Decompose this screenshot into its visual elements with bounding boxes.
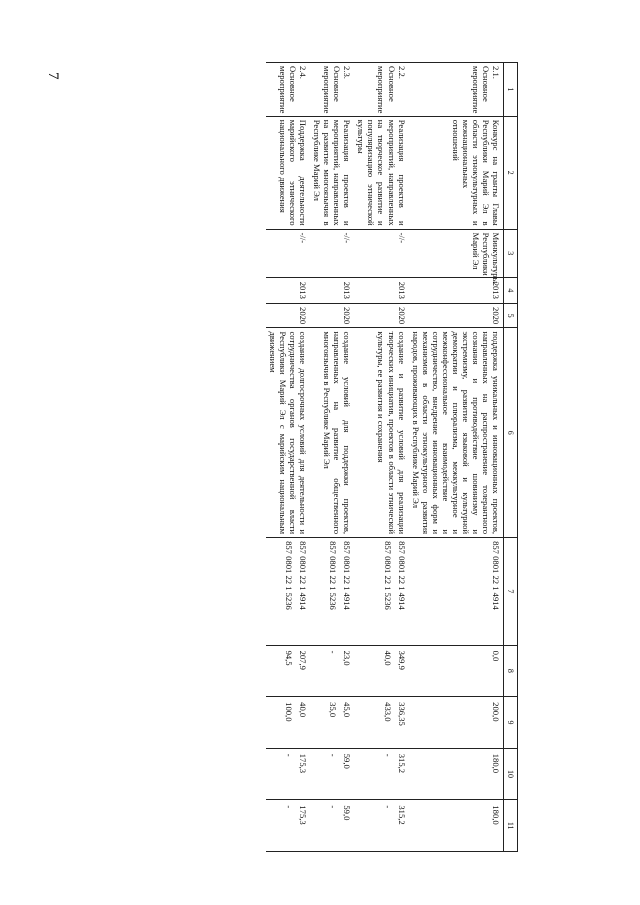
end-year-cell: 2020: [409, 303, 504, 328]
activity-number-cell: 2.4. Основное мероприятие: [266, 63, 310, 117]
start-year-cell: 2013: [354, 277, 408, 303]
column-header-10: 10: [504, 748, 518, 800]
executor-cell: Минкультуры Республики Марий Эл: [409, 229, 504, 277]
column-header-9: 9: [504, 697, 518, 749]
amount-col-9-value: 40,0: [298, 702, 309, 718]
program-table: [266, 62, 518, 852]
column-header-8: 8: [504, 645, 518, 697]
amount-col-10-value: 175,3: [298, 753, 309, 774]
budget-code-value: 857 0801 22 1 4914: [342, 541, 353, 610]
amount-col-8-cell: [266, 645, 310, 697]
amount-col-11-value: -: [284, 805, 295, 809]
amount-col-8-cell: [354, 645, 408, 697]
budget-code-cell: [409, 538, 504, 645]
amount-col-8-cell: [409, 645, 504, 697]
column-header-11: 11: [504, 800, 518, 852]
amount-col-10-value: -: [382, 753, 393, 757]
amount-col-9-cell: [310, 697, 354, 749]
end-year-cell: 2020: [310, 303, 354, 328]
budget-code-value: 857 0801 22 1 4914: [298, 541, 309, 610]
amount-col-8-value: 207,9: [298, 650, 309, 670]
start-year-cell: 2013: [409, 277, 504, 303]
amount-col-9-value: 100,0: [284, 702, 295, 722]
budget-code-value: 857 0801 22 1 5236: [284, 541, 295, 610]
expected-result-cell: создание условий для поддержки проектов, направленных на развитие общественного многоязычия в Республике Марий Эл: [310, 328, 354, 538]
executor-cell: -//-: [266, 229, 310, 277]
table-row: [266, 63, 310, 852]
amount-col-8-value: 94,5: [284, 650, 295, 666]
activity-name-cell: Конкурс на гранты Главы Республики Марий Эл в области этнокультурных и межнациональных отношений: [409, 116, 504, 229]
rotated-table-container: [118, 62, 518, 852]
table-row: [409, 63, 504, 852]
amount-col-9-cell: [266, 697, 310, 749]
amount-col-10-value: -: [284, 753, 295, 757]
amount-col-10-value: -: [328, 753, 339, 757]
amount-col-8-value: 23,0: [342, 650, 353, 666]
amount-col-9-value: 336,35: [396, 702, 407, 726]
amount-col-10-cell: [354, 748, 408, 800]
amount-col-11-value: -: [382, 805, 393, 809]
column-header-6: 6: [504, 328, 518, 538]
amount-col-10-cell: [310, 748, 354, 800]
end-year-cell: 2020: [354, 303, 408, 328]
budget-code-value: 857 0801 22 1 5236: [382, 541, 393, 610]
amount-col-10-value: 315,2: [396, 753, 407, 774]
amount-col-11-cell: [409, 800, 504, 852]
table-row: [354, 63, 408, 852]
column-header-1: 1: [504, 63, 518, 117]
expected-result-cell: создание и развитие условий для реализации творческих инициатив, проектов в области этнической культуры, ее развития и сохранения: [354, 328, 408, 538]
table-header: [504, 63, 518, 852]
column-header-3: 3: [504, 229, 518, 277]
end-year-cell: 2020: [266, 303, 310, 328]
amount-col-10-cell: [266, 748, 310, 800]
activity-name-cell: Поддержка деятельности марийского этнического национального движения: [266, 116, 310, 229]
activity-number-cell: 2.1. Основное мероприятие: [409, 63, 504, 117]
amount-col-9-value: 35,0: [328, 702, 339, 718]
budget-code-value: 857 0801 22 1 4914: [396, 541, 407, 610]
activity-number-cell: 2.3. Основное мероприятие: [310, 63, 354, 117]
amount-col-9-value: 433,0: [382, 702, 393, 722]
table-body: [266, 63, 504, 852]
column-header-2: 2: [504, 116, 518, 229]
amount-col-8-value: 0,0: [491, 650, 501, 662]
expected-result-cell: поддержка уникальных и инновационных проектов, направленных на распространение толерантного сознания и противодействие шовинизму и экстремизму, развитие языковой и культурной демократии и плюрализма, межкультурное и межконфессиональное взаимодействие и сотрудничество, внедрение инновационных форм и механизмов в области этнокультурного развития народов, проживающих в Республике Марий Эл: [409, 328, 504, 538]
budget-code-cell: [354, 538, 408, 645]
amount-col-11-cell: [310, 800, 354, 852]
amount-col-8-cell: [310, 645, 354, 697]
budget-code-cell: [266, 538, 310, 645]
start-year-cell: 2013: [310, 277, 354, 303]
page-number: 7: [45, 72, 61, 80]
amount-col-11-value: 59,0: [342, 805, 353, 821]
budget-code-value: 857 0801 22 1 5236: [328, 541, 339, 610]
amount-col-8-value: 349,9: [396, 650, 407, 670]
amount-col-11-value: 175,3: [298, 805, 309, 825]
amount-col-10-value: 59,0: [342, 753, 353, 769]
amount-col-11-cell: [354, 800, 408, 852]
budget-code-cell: [310, 538, 354, 645]
column-header-7: 7: [504, 538, 518, 645]
amount-col-10-value: 180,0: [491, 753, 501, 774]
amount-col-11-cell: [266, 800, 310, 852]
amount-col-11-value: -: [328, 805, 339, 809]
header-row: [504, 63, 518, 852]
amount-col-10-cell: [409, 748, 504, 800]
amount-col-9-cell: [409, 697, 504, 749]
budget-code-value: 857 0801 22 1 4914: [491, 541, 501, 610]
executor-cell: -//-: [310, 229, 354, 277]
activity-name-cell: Реализация проектов и мероприятий, направленных на творческое развитие и популяризацию этнической культуры: [354, 116, 408, 229]
column-header-5: 5: [504, 303, 518, 328]
amount-col-8-value: 40,0: [382, 650, 393, 666]
activity-name-cell: Реализация проектов и мероприятий, направленных на развитие многоязычия в Республике Марий Эл: [310, 116, 354, 229]
column-header-4: 4: [504, 277, 518, 303]
start-year-cell: 2013: [266, 277, 310, 303]
amount-col-9-value: 200,0: [491, 702, 501, 722]
amount-col-9-value: 45,0: [342, 702, 353, 718]
amount-col-11-value: 180,0: [491, 805, 501, 825]
amount-col-11-value: 315,2: [396, 805, 407, 825]
expected-result-cell: создание долгосрочных условий для деятельности и сотрудничества органов государственной власти Республики Марий Эл с марийским национальным движением: [266, 328, 310, 538]
activity-number-cell: 2.2. Основное мероприятие: [354, 63, 408, 117]
amount-col-8-value: -: [328, 650, 339, 654]
executor-cell: -//-: [354, 229, 408, 277]
table-row: [310, 63, 354, 852]
amount-col-9-cell: [354, 697, 408, 749]
